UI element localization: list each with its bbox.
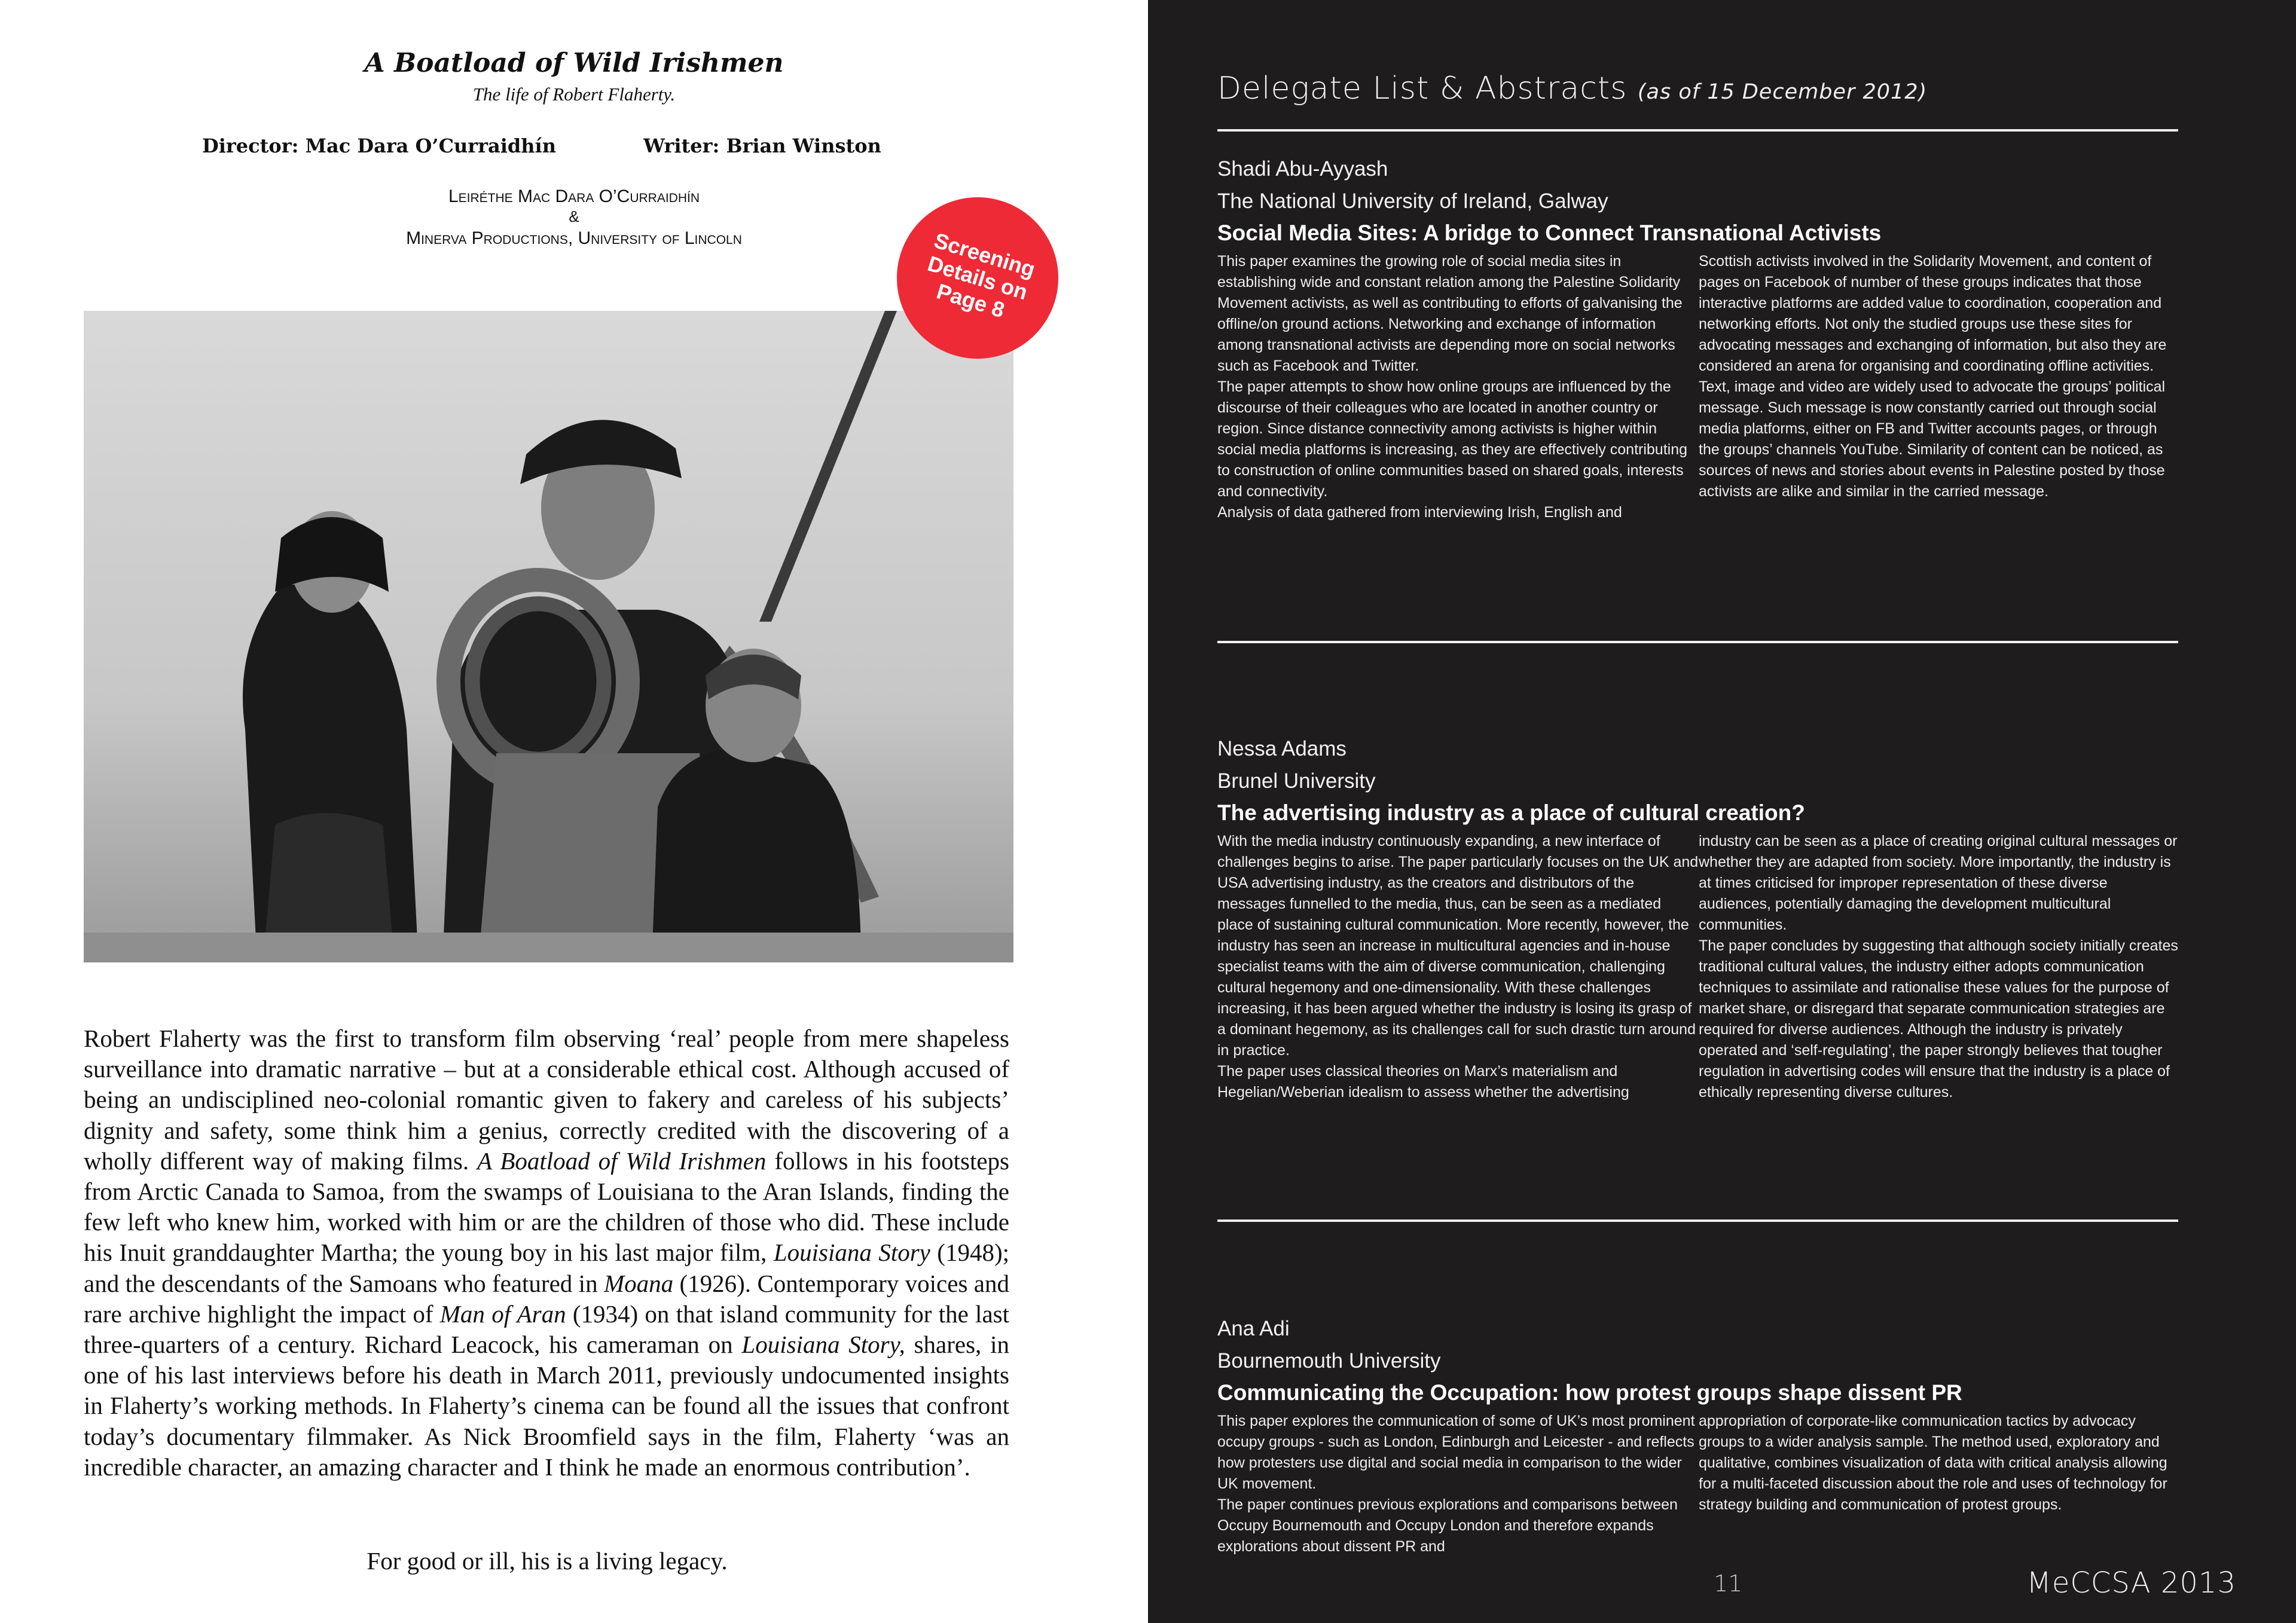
screening-details-badge	[897, 197, 1058, 359]
abstract-paragraph: Text, image and video are widely used to advocate the groups’ political message. Such message is now constantly carried out through social media platforms, either on FB and Twitter accounts pages, or through the groups’ channels YouTube. Similarity of content can be noticed, as sources of news and stories about events in Palestine posted by those activists are alike and similar in the carried message.	[1699, 378, 2166, 500]
section-divider	[1217, 1219, 2178, 1222]
abstract-paragraph: Scottish activists involved in the Solidarity Movement, and content of pages on Facebook of number of these groups indicates that those interactive platforms are added value to coordination, cooperation and networking efforts. Not only the studied groups use these sites for advocating messages and exchanging of information, but also they are considered an arena for organising and coordinating offline activities.	[1699, 253, 2167, 374]
delegate-name: Ana Adi	[1217, 1317, 1290, 1340]
abstract-paragraph: Analysis of data gathered from interviewing Irish, English and	[1217, 504, 1622, 521]
production-credit-ampersand: &	[569, 207, 579, 225]
film-title-reference: Man of Aran	[439, 1300, 566, 1328]
abstract-paragraph: appropriation of corporate-like communication tactics by advocacy groups to a wider analysis sample. The method used, exploratory and qualitative, combines visualization of data with critical analysis allowing for a multi-faceted discussion about the role and uses of technology for strategy building and communication of protest groups.	[1699, 1413, 2167, 1513]
abstract-column-right	[1699, 1411, 2180, 1557]
production-credit-line-1: Leiréthe Mac Dara O’Curraidhín	[448, 187, 700, 206]
abstract-title: Communicating the Occupation: how protest groups shape dissent PR	[1217, 1380, 1962, 1405]
delegate-institution: The National University of Ireland, Galway	[1217, 189, 1608, 213]
abstract-paragraph: The paper uses classical theories on Marx’s materialism and Hegelian/Weberian idealism to assess whether the advertising	[1217, 1063, 1629, 1101]
delegate-entry	[1217, 733, 2180, 1103]
abstract-column-left	[1217, 251, 1699, 523]
production-credit-line-2: Minerva Productions, University of Lincoln	[406, 228, 742, 248]
delegate-list-header	[1217, 71, 1927, 106]
abstract-paragraph: With the media industry continuously expanding, a new interface of challenges begins to arise. The paper particularly focuses on the UK and USA advertising industry, as the creators and distributors of the messages funnelled to the media, thus, can be seen as a mediated place of sustaining cultural communication. More recently, however, the industry has seen an increase in multicultural agencies and in-house specialist teams with the aim of diverse communication, challenging cultural hegemony and one-dimensionality. With these challenges increasing, it has been argued whether the industry is losing its grasp of a dominant hegemony, as its challenges call for such drastic turn around in practice.	[1217, 833, 1699, 1059]
film-title-reference: A Boatload of Wild Irishmen	[477, 1147, 767, 1175]
film-still-illustration	[84, 311, 1013, 962]
film-subtitle: The life of Robert Flaherty.	[472, 84, 676, 105]
abstract-body	[1217, 1411, 2180, 1557]
section-divider	[1217, 641, 2178, 643]
delegate-institution: Brunel University	[1217, 769, 1376, 793]
abstract-body	[1217, 251, 2180, 523]
abstract-title: Social Media Sites: A bridge to Connect Transnational Activists	[1217, 221, 1882, 245]
director-credit: Director: Mac Dara O’Curraidhín	[202, 135, 556, 157]
delegate-entry	[1217, 153, 2180, 523]
screening-badge-text: Screening Details on Page 8	[924, 228, 1039, 323]
delegate-entry	[1217, 1313, 2180, 1557]
abstract-paragraph: This paper explores the communication of some of UK’s most prominent occupy groups - such as London, Edinburgh and Leicester - and reflects how protesters use digital and social media in comparison to the wider UK movement.	[1217, 1413, 1695, 1492]
film-description-text: (1948); and the descendants of the Samoans who featured in	[84, 1239, 1009, 1297]
film-title-reference: Louisiana Story,	[741, 1331, 905, 1359]
abstract-title: The advertising industry as a place of cultural creation?	[1217, 800, 1805, 825]
page-number: 11	[1714, 1570, 1743, 1597]
publication-brand: MeCCSA 2013	[2026, 1566, 2236, 1600]
film-description	[84, 1023, 1009, 1483]
abstract-paragraph: The paper continues previous explorations and comparisons between Occupy Bournemouth and Occupy London and therefore expands explorations about dissent PR and	[1217, 1496, 1678, 1555]
film-description-text: (1926). Contemporary voices and rare archive highlight the impact of	[84, 1269, 1009, 1328]
delegate-name: Shadi Abu-Ayyash	[1217, 157, 1388, 181]
film-description-text: (1934) on that island community for the last three-quarters of a century. Richard Leacock, his cameraman on	[84, 1300, 1009, 1359]
abstract-paragraph: The paper concludes by suggesting that although society initially creates traditional cultural values, the industry either adopts communication techniques to assimilate and rationalise these values for the purpose of market share, or disregard that separate communication strategies are required for diverse audiences. Although the industry is privately operated and ‘self-regulating’, the paper strongly believes that tougher regulation in advertising codes will ensure that the industry is a place of ethically representing diverse cultures.	[1699, 937, 2178, 1101]
film-closing-line: For good or ill, his is a living legacy.	[367, 1547, 728, 1575]
delegate-list-date-note: (as of 15 December 2012)	[1637, 80, 1928, 104]
delegate-list-title: Delegate List & Abstracts	[1217, 71, 1628, 106]
film-description-text: shares, in one of his last interviews before his death in March 2011, previously undocumented insights in Flaherty’s working methods. In Flaherty’s cinema can be found all the issues that confront today’s documentary filmmaker. As Nick Broomfield says in the film, Flaherty ‘was an incredible character, an amazing character and I think he made an enormous contribution’.	[84, 1331, 1010, 1481]
delegate-institution: Bournemouth University	[1217, 1349, 1441, 1373]
film-description-text: Robert Flaherty was the first to transform film observing ‘real’ people from mere shapeless surveillance into dramatic narrative – but at a considerable ethical cost. Although accused of being an undisciplined neo-colonial romantic given to fakery and careless of his subjects’ dignity and safety, some think him a genius, correctly credited with the discovering of a wholly different way of making films.	[84, 1025, 1009, 1175]
abstract-column-right	[1699, 251, 2180, 523]
film-description-text: follows in his footsteps from Arctic Canada to Samoa, from the swamps of Louisiana to the Aran Islands, finding the few left who knew him, worked with him or are the children of those who did. These include his Inuit granddaughter Martha; the young boy in his last major film,	[84, 1147, 1009, 1267]
film-title-reference: Moana	[603, 1269, 674, 1297]
abstract-body	[1217, 831, 2180, 1103]
abstract-column-left	[1217, 1411, 1699, 1557]
abstract-paragraph: industry can be seen as a place of creating original cultural messages or whether they are adapted from society. More importantly, the industry is at times criticised for improper representation of these diverse audiences, potentially damaging the development multicultural communities.	[1699, 833, 2178, 933]
abstract-column-right	[1699, 831, 2180, 1103]
abstract-paragraph: The paper attempts to show how online groups are influenced by the discourse of their colleagues who are located in another country or region. Since distance connectivity among activists is higher within social media platforms is increasing, as they are effectively contributing to construction of online communities based on shared goals, interests and connectivity.	[1217, 378, 1688, 500]
film-title-reference: Louisiana Story	[773, 1239, 930, 1267]
writer-credit: Writer: Brian Winston	[643, 135, 881, 157]
delegate-name: Nessa Adams	[1217, 737, 1347, 760]
film-still-photo	[84, 311, 1013, 962]
section-divider	[1217, 129, 2178, 132]
abstract-column-left	[1217, 831, 1699, 1103]
film-title: A Boatload of Wild Irishmen	[364, 48, 784, 78]
abstract-paragraph: This paper examines the growing role of social media sites in establishing wide and constant relation among the Palestine Solidarity Movement activists, as well as contributing to efforts of galvanising the offline/on ground actions. Networking and exchange of information among transnational activists are depending more on social networks such as Facebook and Twitter.	[1217, 253, 1683, 374]
right-page	[1148, 0, 2296, 1623]
